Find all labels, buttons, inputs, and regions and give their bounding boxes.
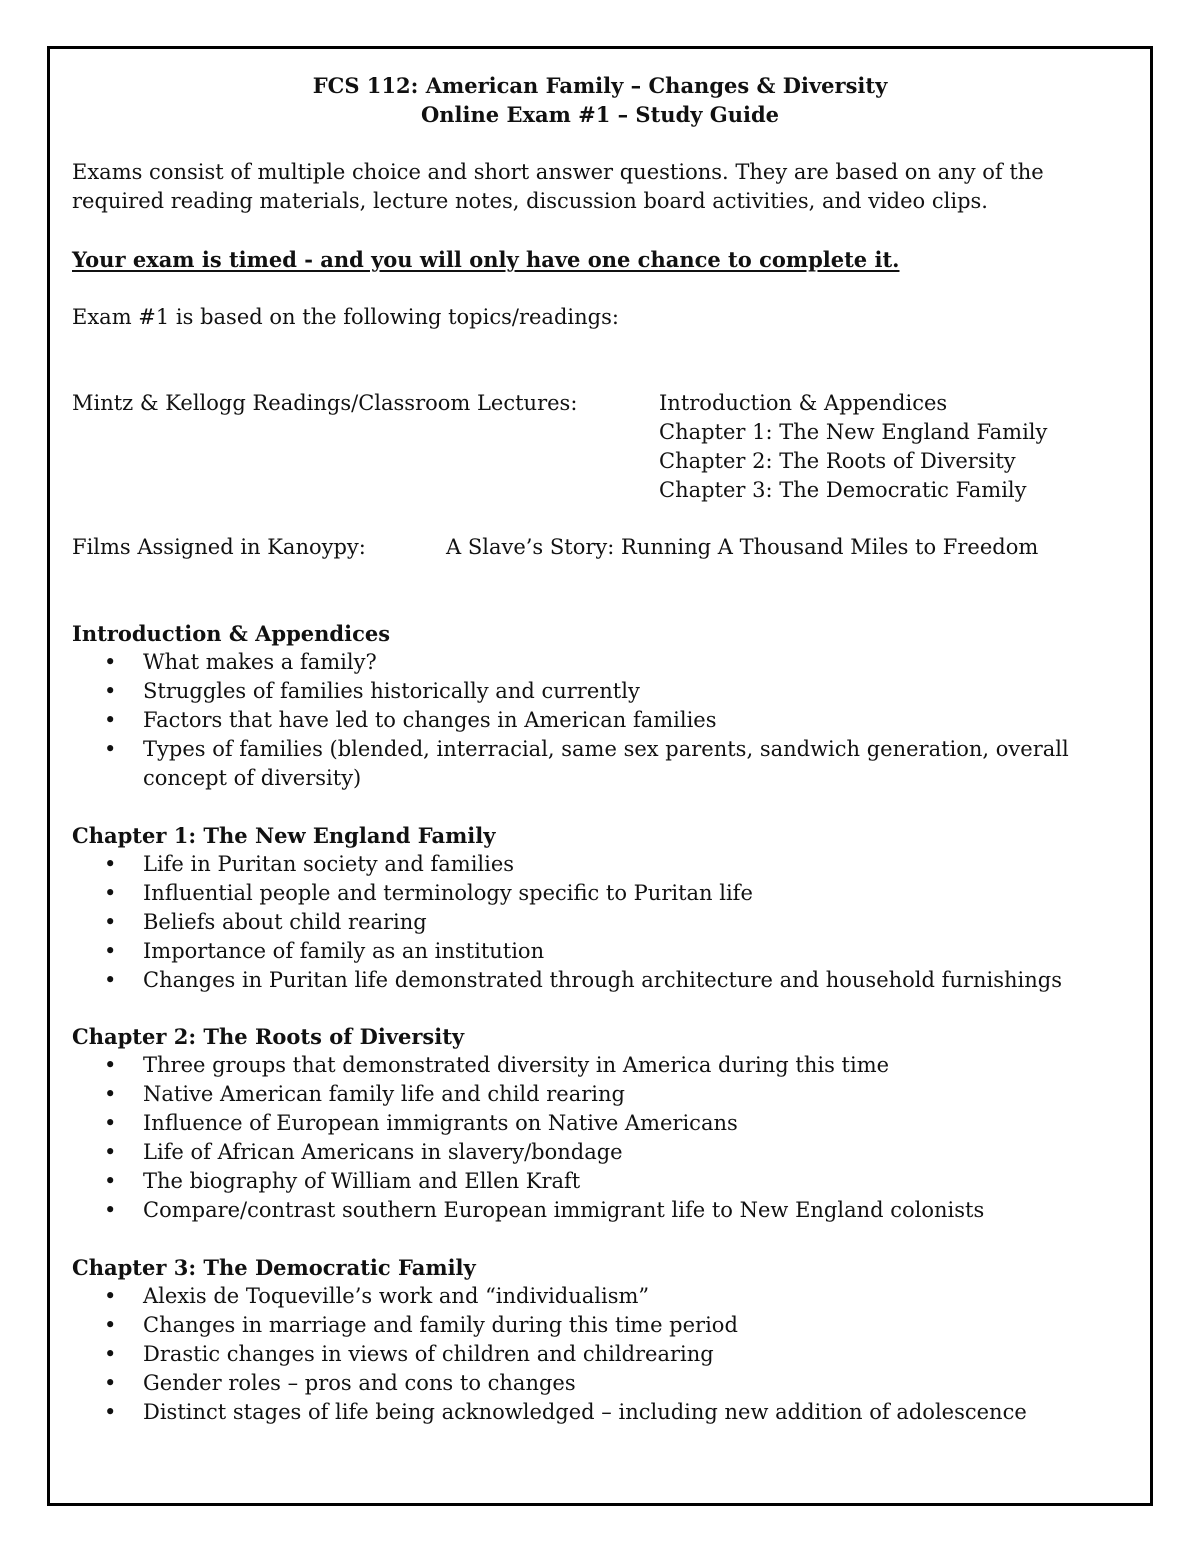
- section-heading: Chapter 2: The Roots of Diversity: [72, 1024, 465, 1049]
- bullet-icon: •: [104, 679, 117, 703]
- bullet-list: [72, 1051, 1132, 1225]
- intro-paragraph: Exams consist of multiple choice and short answer questions. They are based on any of the required reading materials, lecture notes, discussion board activities, and video clips.: [72, 160, 1044, 213]
- list-item: • Influential people and terminology specific to Puritan life: [72, 879, 1132, 908]
- bullet-icon: •: [104, 1053, 117, 1077]
- bullet-icon: •: [104, 708, 117, 732]
- bullet-icon: •: [104, 939, 117, 963]
- bullet-icon: •: [104, 1111, 117, 1135]
- list-item: • Factors that have led to changes in American families: [72, 706, 1132, 735]
- bullet-icon: •: [104, 1198, 117, 1222]
- bullet-icon: •: [104, 1169, 117, 1193]
- list-item: • Importance of family as an institution: [72, 937, 1132, 966]
- bullet-icon: •: [104, 1140, 117, 1164]
- list-item: • Gender roles – pros and cons to changes: [72, 1369, 1132, 1398]
- bullet-icon: •: [104, 737, 117, 761]
- bullet-icon: •: [104, 1400, 117, 1424]
- section-chapter-3: [72, 1253, 1132, 1427]
- list-item: • Alexis de Toqueville’s work and “individualism”: [72, 1282, 1132, 1311]
- bullet-icon: •: [104, 1284, 117, 1308]
- section-chapter-2: [72, 1022, 1132, 1225]
- bullet-list: [72, 850, 1132, 995]
- list-item: • Life in Puritan society and families: [72, 850, 1132, 879]
- bullet-icon: •: [104, 1082, 117, 1106]
- bullet-list: [72, 648, 1132, 793]
- list-item: • Native American family life and child rearing: [72, 1080, 1132, 1109]
- list-item: • Life of African Americans in slavery/bondage: [72, 1138, 1132, 1167]
- bullet-icon: •: [104, 852, 117, 876]
- bullet-list: [72, 1282, 1132, 1427]
- bullet-icon: •: [104, 910, 117, 934]
- films-label: Films Assigned in Kanoypy:: [72, 535, 366, 559]
- reading-item: Chapter 3: The Democratic Family: [659, 478, 1027, 502]
- reading-item: Chapter 2: The Roots of Diversity: [659, 449, 1016, 473]
- section-introduction: [72, 619, 1132, 793]
- section-heading: Chapter 1: The New England Family: [72, 823, 496, 848]
- readings-label: Mintz & Kellogg Readings/Classroom Lectures:: [72, 391, 578, 415]
- section-heading: Chapter 3: The Democratic Family: [72, 1255, 476, 1280]
- bullet-icon: •: [104, 1371, 117, 1395]
- bullet-icon: •: [104, 881, 117, 905]
- list-item: • Compare/contrast southern European immigrant life to New England colonists: [72, 1196, 1132, 1225]
- readings-block: [72, 389, 1132, 505]
- section-chapter-1: [72, 821, 1132, 995]
- section-heading: Introduction & Appendices: [72, 621, 391, 646]
- list-item: • Beliefs about child rearing: [72, 908, 1132, 937]
- timed-exam-warning: Your exam is timed - and you will only have one chance to complete it.: [72, 247, 900, 272]
- page-title: FCS 112: American Family – Changes & Diversity: [312, 73, 888, 98]
- bullet-icon: •: [104, 1313, 117, 1337]
- list-item: • Changes in marriage and family during this time period: [72, 1311, 1132, 1340]
- bullet-icon: •: [104, 1342, 117, 1366]
- bullet-icon: •: [104, 968, 117, 992]
- list-item: • Types of families (blended, interracial, same sex parents, sandwich generation, overall concept of diversity): [104, 737, 1069, 790]
- list-item: • Drastic changes in views of children and childrearing: [72, 1340, 1132, 1369]
- list-item: • Distinct stages of life being acknowledged – including new addition of adolescence: [72, 1398, 1132, 1427]
- film-title: A Slave’s Story: Running A Thousand Miles to Freedom: [446, 535, 1039, 559]
- list-item: • Struggles of families historically and currently: [72, 677, 1132, 706]
- reading-item: Introduction & Appendices: [659, 391, 948, 415]
- page-subtitle: Online Exam #1 – Study Guide: [420, 102, 779, 127]
- list-item: • Three groups that demonstrated diversity in America during this time: [72, 1051, 1132, 1080]
- topics-intro: Exam #1 is based on the following topics/readings:: [72, 305, 619, 329]
- list-item: • Changes in Puritan life demonstrated through architecture and household furnishings: [72, 966, 1132, 995]
- reading-item: Chapter 1: The New England Family: [659, 420, 1048, 444]
- bullet-icon: •: [104, 650, 117, 674]
- list-item: • The biography of William and Ellen Kraft: [72, 1167, 1132, 1196]
- films-block: [72, 533, 1132, 562]
- list-item: • What makes a family?: [72, 648, 1132, 677]
- study-guide-page: [47, 46, 1153, 1506]
- list-item: • Influence of European immigrants on Native Americans: [72, 1109, 1132, 1138]
